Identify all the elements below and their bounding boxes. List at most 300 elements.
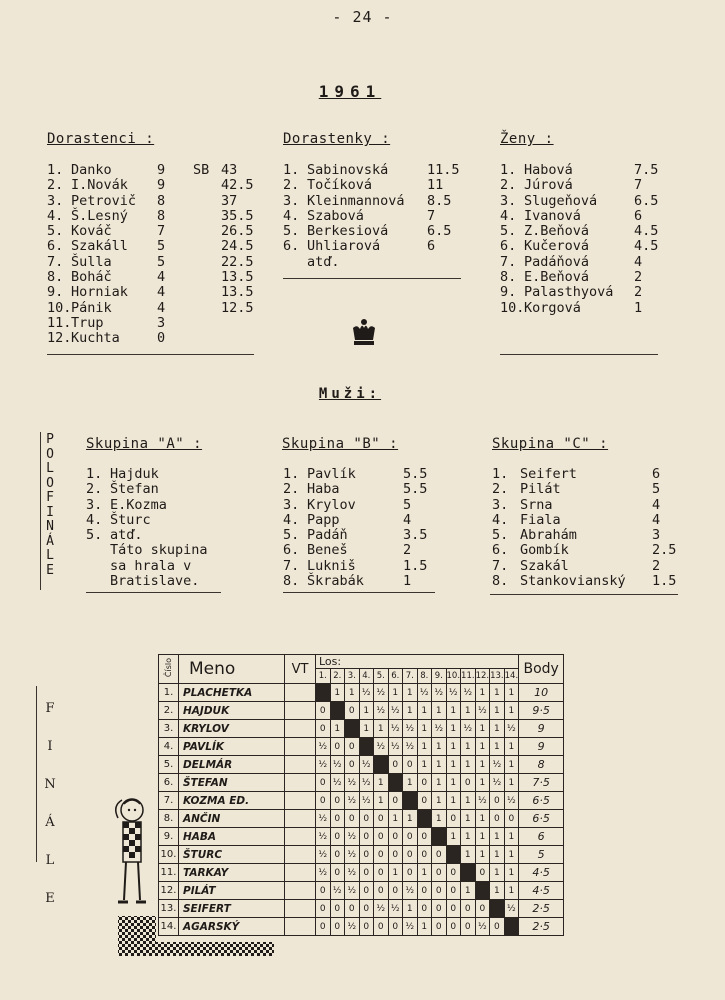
- result-cell: 1: [359, 720, 374, 738]
- rank: 1.: [492, 466, 509, 482]
- result-cell: 0: [388, 882, 403, 900]
- result-cell: 1: [374, 720, 389, 738]
- row-number: 12.: [159, 882, 179, 900]
- list-item: [283, 467, 463, 482]
- los-column: 4.: [359, 669, 374, 684]
- list-item: [283, 482, 463, 497]
- player-name: Kuchta: [71, 330, 120, 347]
- row-number: 8.: [159, 810, 179, 828]
- result-cell: 1: [446, 792, 461, 810]
- result-cell: 0: [330, 810, 345, 828]
- list-item: [47, 285, 267, 300]
- list-item: [283, 255, 483, 270]
- result-cell: 1: [374, 774, 389, 792]
- vt-cell: [285, 918, 316, 936]
- result-cell: 0: [417, 900, 432, 918]
- player-name: KRYLOV: [179, 720, 285, 738]
- sb-score: 13.5: [221, 269, 254, 286]
- player-name: Júrová: [524, 177, 573, 194]
- list-item: [500, 285, 690, 300]
- sb-score: 24.5: [221, 238, 254, 255]
- score: 2: [634, 284, 643, 301]
- result-cell: 1: [490, 828, 505, 846]
- los-column: 8.: [417, 669, 432, 684]
- list-item: [500, 301, 690, 316]
- vt-cell: [285, 828, 316, 846]
- finale-letter: Á: [45, 815, 55, 830]
- result-cell: ½: [417, 684, 432, 702]
- rank: 10.: [47, 299, 72, 316]
- rank: 2.: [492, 481, 509, 498]
- list-item: [283, 224, 483, 239]
- result-cell: 1: [446, 828, 461, 846]
- score: 6: [652, 466, 661, 482]
- player-name: Uhliarová: [307, 238, 381, 255]
- result-cell: 1: [504, 756, 519, 774]
- rank: 5.: [492, 527, 509, 544]
- score: 7.5: [634, 162, 659, 178]
- score: 3.5: [403, 527, 428, 544]
- points: 2·5: [519, 900, 564, 918]
- polofinale-letter: L: [46, 548, 54, 563]
- result-cell: 1: [446, 738, 461, 756]
- finale-letter: N: [44, 777, 56, 792]
- score: 4: [652, 511, 661, 528]
- result-cell: 0: [446, 810, 461, 828]
- result-cell: ½: [345, 882, 360, 900]
- score: 3: [652, 527, 661, 544]
- rank: 7.: [283, 557, 300, 574]
- result-cell: 0: [374, 828, 389, 846]
- rank: 12.: [47, 330, 72, 347]
- result-cell: 0: [475, 900, 490, 918]
- points: 6·5: [519, 810, 564, 828]
- row-number: 9.: [159, 828, 179, 846]
- table-row: [159, 900, 564, 918]
- diagonal-cell: [432, 828, 447, 846]
- score: 2: [652, 557, 661, 574]
- result-cell: ½: [316, 828, 331, 846]
- result-cell: 0: [345, 738, 360, 756]
- score: 4: [157, 299, 166, 316]
- score: 9: [157, 162, 166, 178]
- result-cell: 1: [388, 864, 403, 882]
- los-column: 10.: [446, 669, 461, 684]
- table-row: [159, 882, 564, 900]
- result-cell: 1: [417, 720, 432, 738]
- table-row: [159, 792, 564, 810]
- result-cell: 0: [374, 882, 389, 900]
- result-cell: 1: [432, 738, 447, 756]
- vt-header: VT: [285, 655, 316, 684]
- page-number: - 24 -: [332, 8, 393, 26]
- result-cell: 0: [388, 846, 403, 864]
- group-note: sa hrala v: [110, 557, 192, 574]
- result-cell: 0: [345, 900, 360, 918]
- result-cell: ½: [374, 900, 389, 918]
- result-cell: 0: [490, 918, 505, 936]
- result-cell: 0: [316, 882, 331, 900]
- rank: 2.: [283, 177, 300, 194]
- rank: 7.: [492, 557, 509, 574]
- vt-cell: [285, 738, 316, 756]
- result-cell: 1: [475, 738, 490, 756]
- result-cell: 0: [316, 774, 331, 792]
- player-name: Horniak: [71, 284, 128, 301]
- dorastenky-rule: [283, 278, 461, 279]
- player-name: Padáň: [307, 527, 348, 544]
- row-number: 6.: [159, 774, 179, 792]
- result-cell: 1: [504, 882, 519, 900]
- skupina-b-header: Skupina "B" :: [282, 436, 399, 452]
- rank: 1.: [47, 162, 64, 178]
- rank: 9.: [500, 284, 517, 301]
- result-cell: 0: [490, 810, 505, 828]
- result-cell: ½: [461, 684, 476, 702]
- result-cell: 0: [432, 846, 447, 864]
- table-row: [159, 756, 564, 774]
- result-cell: 1: [359, 702, 374, 720]
- skupina-a-list: [86, 467, 266, 589]
- result-cell: 0: [490, 792, 505, 810]
- result-cell: ½: [403, 882, 418, 900]
- rank: 4.: [492, 511, 509, 528]
- player-name: DELMÁR: [179, 756, 285, 774]
- vt-cell: [285, 702, 316, 720]
- skupina-c-list: [492, 467, 692, 589]
- list-item: [86, 528, 266, 543]
- result-cell: 1: [403, 702, 418, 720]
- list-item: [86, 467, 266, 482]
- cislo-label: Číslo: [164, 657, 173, 678]
- player-name: PAVLÍK: [179, 738, 285, 756]
- los-column: 2.: [330, 669, 345, 684]
- finale-crosstable: [158, 654, 564, 936]
- rank: 4.: [47, 207, 64, 224]
- result-cell: 1: [417, 864, 432, 882]
- result-cell: 1: [417, 702, 432, 720]
- score: 5: [652, 481, 661, 498]
- result-cell: ½: [475, 792, 490, 810]
- player-name: E.Beňová: [524, 269, 590, 286]
- diagonal-cell: [359, 738, 374, 756]
- result-cell: ½: [345, 864, 360, 882]
- table-row: [159, 918, 564, 936]
- player-name: Šulla: [71, 253, 112, 270]
- los-column: 7.: [403, 669, 418, 684]
- sb-score: 12.5: [221, 299, 254, 316]
- result-cell: 0: [316, 900, 331, 918]
- table-row: [159, 720, 564, 738]
- list-item: [500, 255, 690, 270]
- result-cell: 0: [504, 810, 519, 828]
- list-item: [500, 178, 690, 193]
- list-item: [47, 270, 267, 285]
- score: 6: [427, 238, 436, 255]
- polofinale-letter: N: [46, 519, 54, 534]
- diagonal-cell: [490, 900, 505, 918]
- player-name: Haba: [307, 481, 340, 498]
- row-number: 13.: [159, 900, 179, 918]
- player-name: ŠTURC: [179, 846, 285, 864]
- rank: 2.: [500, 177, 517, 194]
- player-name: HABA: [179, 828, 285, 846]
- list-item: [492, 528, 692, 543]
- los-column: 1.: [316, 669, 331, 684]
- rank: 8.: [47, 269, 64, 286]
- result-cell: 0: [432, 882, 447, 900]
- cislo-header: [159, 655, 179, 684]
- rank: 1.: [86, 466, 103, 482]
- result-cell: 1: [432, 774, 447, 792]
- score: 6.5: [427, 223, 452, 240]
- sb-score: 43: [221, 162, 238, 178]
- player-name: Palasthyová: [524, 284, 614, 301]
- score: 7: [427, 207, 436, 224]
- result-cell: ½: [432, 720, 447, 738]
- rank: 2.: [47, 177, 64, 194]
- list-item: [47, 163, 267, 178]
- sb-score: 26.5: [221, 223, 254, 240]
- result-cell: 0: [403, 828, 418, 846]
- result-cell: ½: [403, 738, 418, 756]
- result-cell: 0: [417, 882, 432, 900]
- result-cell: 0: [374, 846, 389, 864]
- result-cell: ½: [345, 792, 360, 810]
- points: 4·5: [519, 882, 564, 900]
- result-cell: 1: [475, 684, 490, 702]
- result-cell: 0: [374, 810, 389, 828]
- points: 9: [519, 738, 564, 756]
- points: 6: [519, 828, 564, 846]
- list-item: [492, 482, 692, 497]
- player-name: Kleinmannová: [307, 192, 405, 209]
- score: 6: [634, 207, 643, 224]
- player-name: Beneš: [307, 542, 348, 559]
- score: 5.5: [403, 481, 428, 498]
- score: 1: [403, 573, 412, 590]
- player-name: Pánik: [71, 299, 112, 316]
- result-cell: 0: [345, 810, 360, 828]
- result-cell: ½: [374, 684, 389, 702]
- player-name: KOZMA ED.: [179, 792, 285, 810]
- player-name: Pilát: [520, 481, 561, 498]
- score: 7: [634, 177, 643, 194]
- finale-letter: F: [45, 701, 55, 716]
- los-column: 3.: [345, 669, 360, 684]
- dorastenci-header: Dorastenci :: [47, 131, 155, 147]
- result-cell: ½: [403, 720, 418, 738]
- result-cell: 0: [345, 702, 360, 720]
- result-cell: 1: [417, 918, 432, 936]
- result-cell: 0: [388, 756, 403, 774]
- result-cell: ½: [345, 774, 360, 792]
- rank: 2.: [86, 481, 103, 498]
- result-cell: 1: [388, 684, 403, 702]
- result-cell: 0: [359, 918, 374, 936]
- player-name: Seifert: [520, 466, 577, 482]
- result-cell: 0: [330, 738, 345, 756]
- result-cell: ½: [330, 756, 345, 774]
- result-cell: 0: [359, 828, 374, 846]
- list-item: [492, 543, 692, 558]
- player-name: Štefan: [110, 481, 159, 498]
- result-cell: 1: [446, 756, 461, 774]
- result-cell: 1: [432, 810, 447, 828]
- result-cell: ½: [374, 738, 389, 756]
- result-cell: 1: [461, 792, 476, 810]
- row-number: 4.: [159, 738, 179, 756]
- vt-cell: [285, 810, 316, 828]
- player-name: Abrahám: [520, 527, 577, 544]
- table-row: [159, 864, 564, 882]
- skupina-a-rule: [86, 592, 221, 593]
- list-item: [47, 239, 267, 254]
- player-name: Točíková: [307, 177, 373, 194]
- table-row: [159, 846, 564, 864]
- score: 1: [634, 299, 643, 316]
- result-cell: 1: [490, 702, 505, 720]
- rank: 1.: [500, 162, 517, 178]
- result-cell: ½: [316, 864, 331, 882]
- score: 11.5: [427, 162, 460, 178]
- list-item: [47, 301, 267, 316]
- score: 1.5: [403, 557, 428, 574]
- finale-letter: E: [45, 891, 55, 906]
- result-cell: 1: [490, 846, 505, 864]
- result-cell: 1: [461, 756, 476, 774]
- rank: 8.: [283, 573, 300, 590]
- diagonal-cell: [388, 774, 403, 792]
- dorastenci-rule: [47, 354, 254, 355]
- zeny-list: [500, 163, 690, 316]
- player-name: HAJDUK: [179, 702, 285, 720]
- result-cell: 0: [446, 918, 461, 936]
- result-cell: ½: [359, 792, 374, 810]
- player-name: Škrabák: [307, 573, 364, 590]
- row-number: 7.: [159, 792, 179, 810]
- result-cell: ½: [388, 720, 403, 738]
- player-name: Trup: [71, 314, 104, 331]
- result-cell: ½: [345, 918, 360, 936]
- diagonal-cell: [316, 684, 331, 702]
- points: 7·5: [519, 774, 564, 792]
- polofinale-letter: O: [46, 475, 54, 491]
- rank: 3.: [283, 496, 300, 513]
- points: 10: [519, 684, 564, 702]
- polofinale-letters: [42, 433, 58, 578]
- result-cell: 0: [417, 774, 432, 792]
- result-cell: 0: [461, 774, 476, 792]
- list-item: [500, 194, 690, 209]
- score: 2: [403, 542, 412, 559]
- score: 4: [403, 511, 412, 528]
- result-cell: ½: [461, 720, 476, 738]
- result-cell: 0: [359, 864, 374, 882]
- rank: 3.: [492, 496, 509, 513]
- list-item: [47, 194, 267, 209]
- player-name: Szakáll: [71, 238, 128, 255]
- list-item: [283, 209, 483, 224]
- list-item: [500, 239, 690, 254]
- result-cell: 1: [461, 846, 476, 864]
- result-cell: ½: [330, 882, 345, 900]
- player-name: ANČIN: [179, 810, 285, 828]
- vt-cell: [285, 864, 316, 882]
- vt-cell: [285, 774, 316, 792]
- rank: 4.: [283, 511, 300, 528]
- result-cell: ½: [388, 738, 403, 756]
- rank: 8.: [500, 269, 517, 286]
- result-cell: 0: [432, 864, 447, 882]
- player-name: Berkesiová: [307, 223, 389, 240]
- player-name: TARKAY: [179, 864, 285, 882]
- finale-letter: I: [47, 739, 53, 754]
- result-cell: ½: [316, 738, 331, 756]
- result-cell: 0: [446, 864, 461, 882]
- vt-cell: [285, 846, 316, 864]
- table-row: [159, 810, 564, 828]
- result-cell: ½: [475, 702, 490, 720]
- los-column: 6.: [388, 669, 403, 684]
- rank: 5.: [500, 223, 517, 240]
- score: 2: [634, 269, 643, 286]
- table-row: [159, 702, 564, 720]
- result-cell: 1: [446, 720, 461, 738]
- score: 0: [157, 330, 166, 347]
- score: 5.5: [403, 466, 428, 482]
- list-item: [47, 255, 267, 270]
- polofinale-letter: I: [46, 504, 54, 520]
- result-cell: 0: [403, 864, 418, 882]
- player-name: atď.: [307, 253, 340, 270]
- player-name: Szabová: [307, 207, 364, 224]
- list-item: [47, 224, 267, 239]
- player-name: Hajduk: [110, 466, 159, 482]
- finale-bar: [36, 686, 37, 862]
- result-cell: ½: [446, 684, 461, 702]
- diagonal-cell: [417, 810, 432, 828]
- result-cell: 1: [475, 810, 490, 828]
- player-name: ŠTEFAN: [179, 774, 285, 792]
- player-name: Z.Beňová: [524, 223, 590, 240]
- player-name: Kováč: [71, 223, 112, 240]
- diagonal-cell: [475, 882, 490, 900]
- diagonal-cell: [374, 756, 389, 774]
- player-name: Habová: [524, 162, 573, 178]
- player-name: Korgová: [524, 299, 581, 316]
- result-cell: ½: [345, 846, 360, 864]
- player-name: Ivanová: [524, 207, 581, 224]
- result-cell: ½: [475, 918, 490, 936]
- list-item: [86, 513, 266, 528]
- row-number: 14.: [159, 918, 179, 936]
- los-column: 11.: [461, 669, 476, 684]
- result-cell: 1: [446, 702, 461, 720]
- player-name: Š.Lesný: [71, 207, 128, 224]
- result-cell: 1: [504, 774, 519, 792]
- rank: 7.: [47, 253, 64, 270]
- result-cell: 0: [432, 900, 447, 918]
- result-cell: 1: [330, 684, 345, 702]
- sb-score: 22.5: [221, 253, 254, 270]
- rank: 5.: [283, 223, 300, 240]
- year-heading: 1961: [318, 82, 382, 101]
- result-cell: 1: [504, 846, 519, 864]
- player-name: AGARSKÝ: [179, 918, 285, 936]
- rank: 3.: [47, 192, 64, 209]
- player-name: Lukniš: [307, 557, 356, 574]
